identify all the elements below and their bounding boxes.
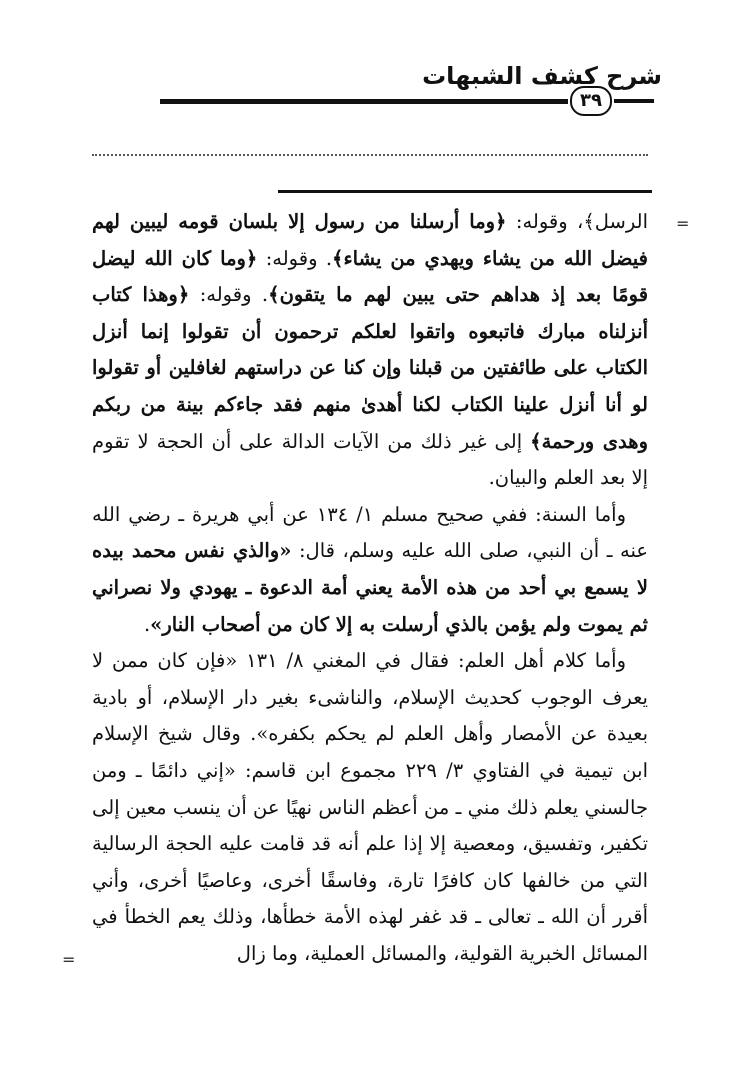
paragraph-sunnah-evidence (92, 497, 648, 643)
page-number: ٣٩ (570, 86, 612, 116)
paragraph-scholars-evidence (92, 643, 648, 972)
dotted-separator (92, 154, 648, 156)
running-title: شرح كشف الشبهات (422, 62, 662, 90)
text-run: . وقوله: (257, 246, 333, 270)
text-run: وأما كلام أهل العلم: فقال في المغني ٨/ ١٣١ «فإن كان ممن لا يعرف الوجوب كحديث الإسلام، والناشىء بغير دار الإسلام، أو بادية بعيدة عن الأمصار وأهل العلم لم يحكم بكفره». وقال شيخ الإسلام ابن تيمية في الفتاوي ٣/ ٢٢٩ مجموع ابن قاسم: «إني دائمًا ـ ومن جالسني يعلم ذلك مني ـ من أعظم الناس نهيًا عن أن ينسب معين إلى تكفير، وتفسيق، ومعصية إلا إذا علم أنه قد قامت عليه الحجة الرسالية التي من خالفها كان كافرًا تارة، وفاسقًا أخرى، وعاصيًا أخرى، وأني أقرر أن الله ـ تعالى ـ قد غفر لهذه الأمة خطأها، وذلك يعم الخطأ في المسائل الخبرية القولية، والمسائل العملية، وما زال (92, 649, 648, 965)
text-run: إلى غير ذلك من الآيات الدالة على أن الحجة لا تقوم إلا بعد العلم والبيان. (92, 429, 648, 490)
text-run: . (143, 612, 151, 636)
body-text (92, 204, 648, 972)
header-rule-right (614, 99, 654, 103)
quran-quote: ﴿وما أرسلنا من رسول إلا بلسان قومه ليبين لهم فيضل الله من يشاء ويهدي من يشاء﴾ (92, 210, 648, 270)
margin-mark-bottom: = (62, 950, 76, 969)
quran-quote: ﴿وهذا كتاب أنزلناه مبارك فاتبعوه واتقوا لعلكم ترحمون أن تقولوا إنما أنزل الكتاب على طائفتين من قبلنا وإن كنا عن دراستهم لغافلين أو تقولوا لو أنا أنزل علينا الكتاب لكنا أهدىٰ منهم فقد جاءكم بينة من ربكم وهدى ورحمة﴾ (92, 283, 648, 453)
hadith-quote: «والذي نفس محمد بيده لا يسمع بي أحد من هذه الأمة يعني أمة الدعوة ـ يهودي ولا نصراني ثم يموت ولم يؤمن بالذي أرسلت به إلا كان من أصحاب النار» (92, 539, 648, 636)
paragraph-quran-evidence (92, 204, 648, 497)
margin-mark-top: = (676, 214, 690, 233)
section-rule (278, 190, 652, 193)
text-run: الرسل﴾، وقوله: (506, 210, 648, 233)
text-run: . وقوله: (189, 283, 269, 307)
header-rule-left (160, 99, 568, 104)
quran-quote: ﴿وما كان الله ليضل قومًا بعد إذ هداهم حتى يبين لهم ما يتقون﴾ (92, 246, 649, 307)
text-run: وأما السنة: ففي صحيح مسلم ١/ ١٣٤ عن أبي هريرة ـ رضي الله عنه ـ أن النبي، صلى الله عليه وسلم، قال: (92, 502, 648, 563)
